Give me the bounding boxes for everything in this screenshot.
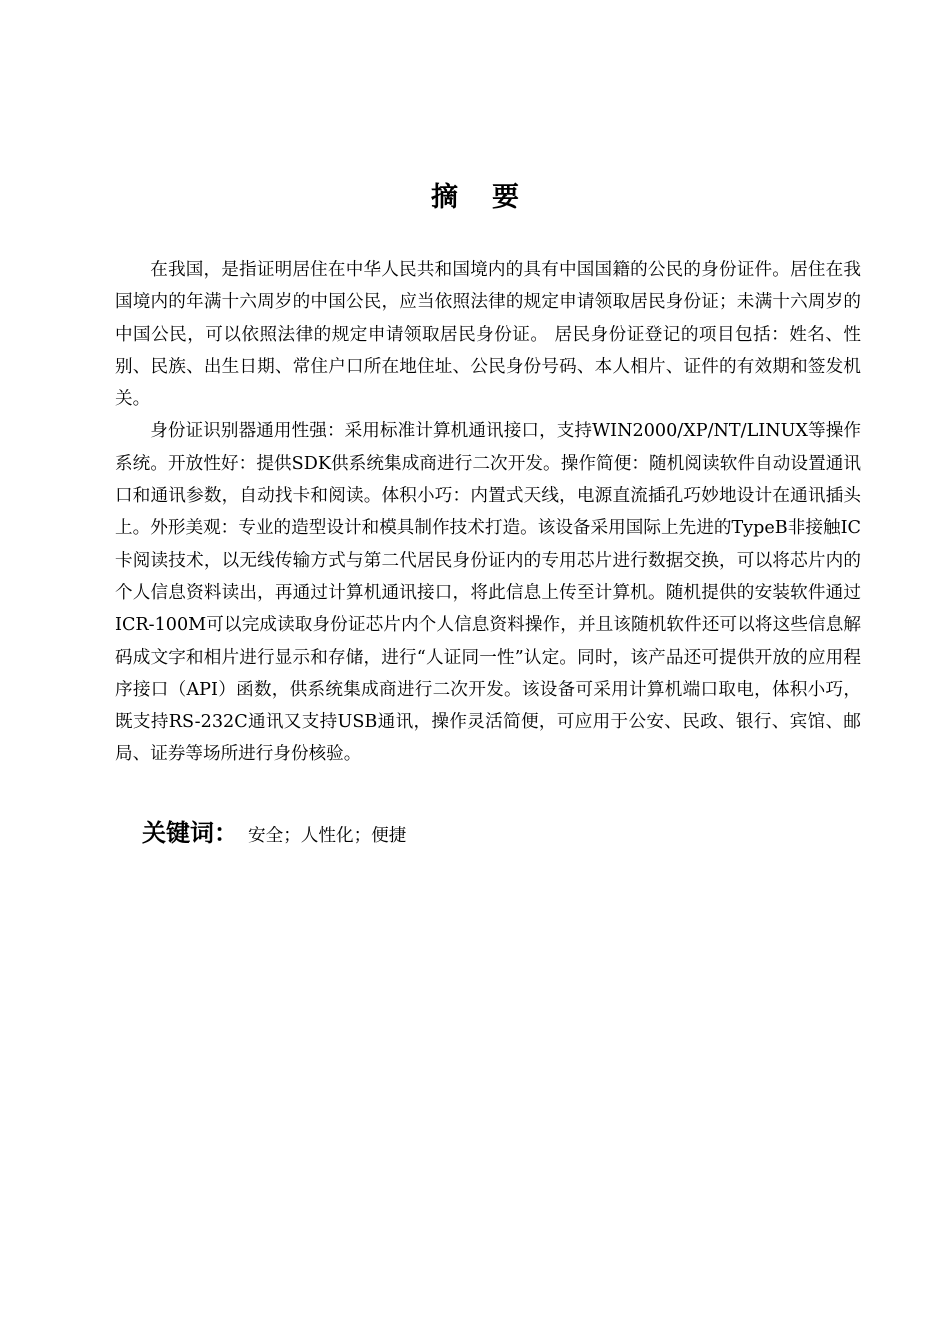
title-char-1: 摘	[431, 182, 458, 213]
keywords-values: 安全；人性化；便捷	[248, 826, 407, 846]
abstract-title	[0, 180, 950, 216]
keywords-label: 关键词：	[142, 819, 238, 847]
abstract-body	[115, 254, 861, 771]
abstract-paragraph-1: 在我国，是指证明居住在中华人民共和国境内的具有中国国籍的公民的身份证件。居住在我国境内的年满十六周岁的中国公民，应当依照法律的规定申请领取居民身份证；未满十六周岁的中国公民，可以依照法律的规定申请领取居民身份证。 居民身份证登记的项目包括：姓名、性别、民族、出生日期、常住户口所在地住址、公民身份号码、本人相片、证件的有效期和签发机关。	[115, 260, 861, 410]
title-char-2: 要	[492, 182, 519, 213]
abstract-paragraph-2: 身份证识别器通用性强：采用标准计算机通讯接口，支持WIN2000/XP/NT/LINUX等操作系统。开放性好：提供SDK供系统集成商进行二次开发。操作简便：随机阅读软件自动设置通讯口和通讯参数，自动找卡和阅读。体积小巧：内置式天线，电源直流插孔巧妙地设计在通讯插头上。外形美观：专业的造型设计和模具制作技术打造。该设备采用国际上先进的TypeB非接触IC卡阅读技术，以无线传输方式与第二代居民身份证内的专用芯片进行数据交换，可以将芯片内的个人信息资料读出，再通过计算机通讯接口，将此信息上传至计算机。随机提供的安装软件通过ICR-100M可以完成读取身份证芯片内个人信息资料操作，并且该随机软件还可以将这些信息解码成文字和相片进行显示和存储，进行“人证同一性”认定。同时，该产品还可提供开放的应用程序接口（API）函数，供系统集成商进行二次开发。该设备可采用计算机端口取电，体积小巧，既支持RS-232C通讯又支持USB通讯，操作灵活简便，可应用于公安、民政、银行、宾馆、邮局、证券等场所进行身份核验。	[115, 421, 861, 765]
keywords-line	[142, 815, 842, 854]
